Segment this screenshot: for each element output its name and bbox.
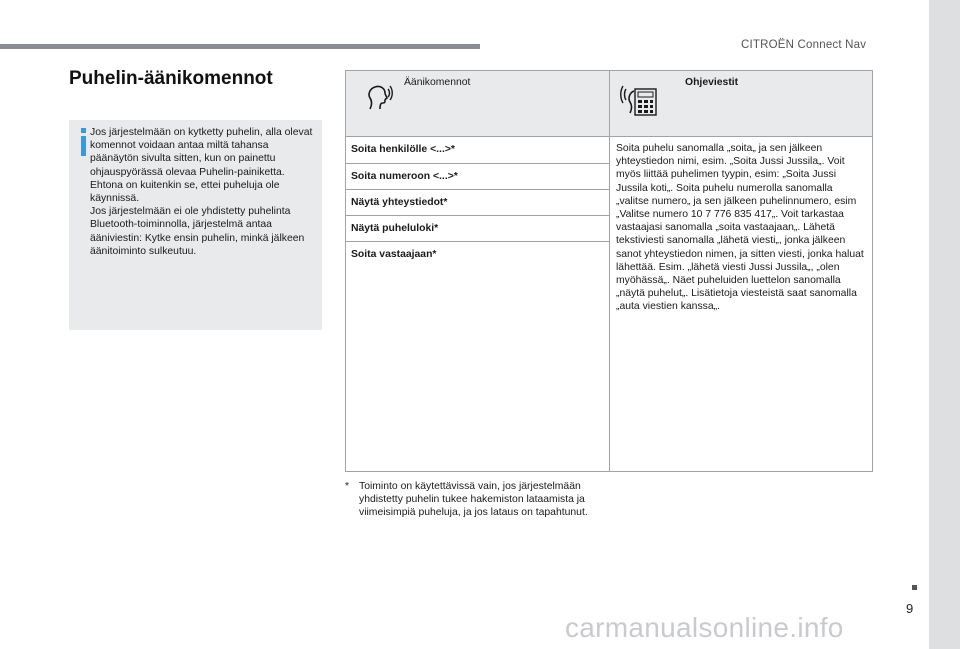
command-column: [346, 137, 610, 471]
command-call-voicemail: Soita vastaajaan*: [351, 249, 437, 260]
table-row: [346, 190, 609, 216]
command-show-contacts: Näytä yhteystiedot*: [351, 197, 448, 208]
table-row: [346, 242, 609, 471]
table-row: [346, 137, 609, 164]
footnote-marker: *: [345, 481, 350, 492]
info-paragraph: Jos järjestelmään ei ole yhdistetty puhelinta Bluetooth-toiminnolla, järjestelmä antaa ääniviestin: Kytke ensin puhelin, minkä jälkeen äänitoiminto sulkeutuu.: [90, 206, 305, 257]
section-title: Puhelin-äänikomennot: [69, 68, 273, 89]
voice-command-table: [345, 70, 873, 472]
table-header-commands: [346, 71, 610, 137]
watermark: carmanualsonline.info: [565, 612, 844, 643]
info-text: [90, 126, 318, 258]
phone-voice-icon: [620, 83, 658, 117]
footnote-text: Toiminto on käytettävissä vain, jos järjestelmään yhdistetty puhelin tukee hakemiston lataamista ja viimeisimpiä puheluja, ja jos lataus on tapahtunut.: [359, 481, 588, 519]
table-header-help-label: Ohjeviestit: [685, 77, 739, 88]
help-text: Soita puhelu sanomalla „soita„ ja sen jälkeen yhteystiedon nimi, esim. „Soita Jussi Jussila„. Voit myös liittää puhelimen tyypin, esim: „Soita Jussi Jussila koti„. Soita puhelu numerolla sanomalla „valitse numero„ ja sen jälkeen puhelinnumero, esim „Valitse numero 10 7 776 835 417„. Voit tarkastaa vastaajasi sanomalla „soita vastaajaan„. Lähetä tekstiviesti sanomalla „lähetä viesti„, jonka jälkeen sanot yhteystiedon nimen, ja sitten viesti, jonka haluat lähettää. Esim. „lähetä viesti Jussi Jussila„, „olen myöhässä„. Näet puheluiden luettelon sanomalla „näytä puhelut„. Lisätietoja viesteistä saat sanomalla „auta viestien kanssa„.: [616, 143, 864, 313]
command-call-number: Soita numeroon <...>*: [351, 171, 458, 182]
header-brand: CITROËN Connect Nav: [741, 39, 867, 51]
help-column: [610, 137, 872, 471]
command-show-call-log: Näytä puheluloki*: [351, 223, 439, 234]
side-strip: [929, 0, 960, 649]
info-icon: [79, 126, 89, 156]
voice-command-icon: [366, 83, 394, 111]
table-row: [346, 216, 609, 242]
page-end-marker: [912, 585, 917, 590]
page-number: 9: [906, 601, 914, 616]
table-header-commands-label: Äänikomennot: [404, 77, 471, 88]
top-rule: [0, 44, 480, 49]
table-row: [346, 164, 609, 190]
command-call-contact: Soita henkilölle <...>*: [351, 144, 455, 155]
info-box: [69, 120, 322, 330]
info-paragraph: Jos järjestelmään on kytketty puhelin, alla olevat komennot voidaan antaa miltä tahansa päänäytön sivulta sitten, kun on painettu ohjauspyörässä olevaa Puhelin-painiketta. Ehtona on kuitenkin se, ettei puheluja ole käynnissä.: [90, 127, 313, 205]
table-header-help: [610, 71, 872, 137]
